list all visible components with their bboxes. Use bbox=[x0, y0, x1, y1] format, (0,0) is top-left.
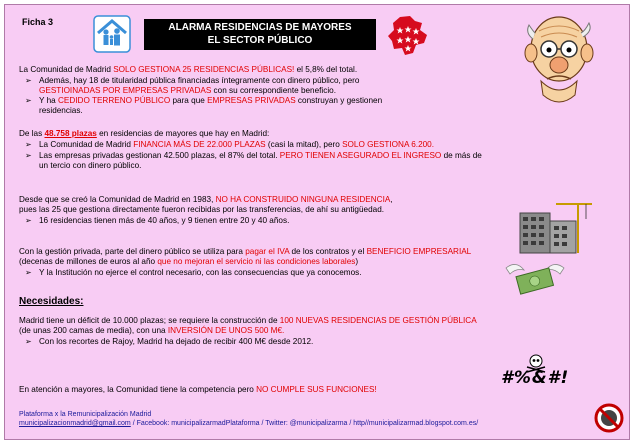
ficha-label: Ficha 3 bbox=[22, 17, 54, 27]
needs-bullet1: Con los recortes de Rajoy, Madrid ha dejado de recibir 400 M€ desde 2012. bbox=[39, 337, 314, 346]
p2-bullet1: La Comunidad de Madrid FINANCIA MÁS DE 22.000 PLAZAS (casi la mitad), pero SOLO GESTIONA 6.200. bbox=[39, 140, 435, 149]
bullet-arrow-icon: ➢ bbox=[25, 96, 32, 105]
bullet-arrow-icon: ➢ bbox=[25, 268, 32, 277]
family-house-icon bbox=[93, 15, 131, 53]
title-box bbox=[144, 19, 376, 50]
footer-contacts: municipalizacionmadrid@gmail.com / Facebook: municipalizarmadPlataforma / Twitter: @municipalizarma / http//municipalizarmad.blogspot.com.es/ bbox=[19, 420, 479, 427]
bullet-arrow-icon: ➢ bbox=[25, 140, 32, 149]
madrid-map-flag-icon bbox=[386, 15, 430, 57]
p3-line1: Desde que se creó la Comunidad de Madrid en 1983, NO HA CONSTRUIDO NINGUNA RESIDENCIA, bbox=[19, 195, 393, 204]
info-card bbox=[4, 4, 630, 440]
old-man-illustration bbox=[517, 11, 599, 111]
flying-money-icon bbox=[502, 258, 568, 302]
p4-line2: (decenas de millones de euros al año que no mejoran el servicio ni las condiciones laborales) bbox=[19, 257, 359, 266]
skull-cursing-icon bbox=[501, 353, 571, 389]
p2-bullet2-l1: Las empresas privadas gestionan 42.500 plazas, el 87% del total. PERO TIENEN ASEGURADO EL INGRESO de más de bbox=[39, 151, 482, 160]
needs-line2: (de unas 200 camas de media), con una INVERSIÓN DE UNOS 500 M€. bbox=[19, 326, 285, 335]
p1-bullet2-l2: residencias. bbox=[39, 106, 83, 115]
footer-org: Plataforma x la Remunicipalización Madrid bbox=[19, 411, 152, 418]
p1-bullet2-l1: Y ha CEDIDO TERRENO PÚBLICO para que EMPRESAS PRIVADAS construyan y gestionen bbox=[39, 96, 383, 105]
p1-bullet1-l2: GESTIOINADAS POR EMPRESAS PRIVADAS con su correspondiente beneficio. bbox=[39, 86, 336, 95]
needs-heading: Necesidades: bbox=[19, 296, 84, 307]
p3-line2: pues las 25 que gestiona directamente fueron recibidas por las transferencias, de ahí su antigüedad. bbox=[19, 205, 385, 214]
title-line-2: EL SECTOR PÚBLICO bbox=[207, 35, 313, 46]
needs-line1: Madrid tiene un déficit de 10.000 plazas; se requiere la construcción de 100 NUEVAS RESIDENCIAS DE GESTIÓN PÚBLICA bbox=[19, 316, 477, 325]
bullet-arrow-icon: ➢ bbox=[25, 151, 32, 160]
footer-email-link[interactable]: municipalizacionmadrid@gmail.com bbox=[19, 420, 131, 427]
title-line-1: ALARMA RESIDENCIAS DE MAYORES bbox=[168, 22, 352, 33]
bullet-arrow-icon: ➢ bbox=[25, 216, 32, 225]
p1-bullet1-l1: Además, hay 18 de titularidad pública financiadas íntegramente con dinero público, pero bbox=[39, 76, 360, 85]
p1-line: La Comunidad de Madrid SOLO GESTIONA 25 RESIDENCIAS PÚBLICAS! el 5,8% del total. bbox=[19, 65, 358, 74]
curse-symbols: #%&#! bbox=[501, 368, 570, 388]
p2-bullet2-l2: un tercio con dinero público. bbox=[39, 161, 142, 170]
bullet-arrow-icon: ➢ bbox=[25, 337, 32, 346]
p4-line1: Con la gestión privada, parte del dinero público se utiliza para pagar el IVA de los contratos y el BENEFICIO EMPRESARIAL bbox=[19, 247, 472, 256]
bullet-arrow-icon: ➢ bbox=[25, 76, 32, 85]
closing-line: En atención a mayores, la Comunidad tiene la competencia pero NO CUMPLE SUS FUNCIONES! bbox=[19, 385, 377, 394]
p3-bullet1: 16 residencias tienen más de 40 años, y 9 tienen entre 20 y 40 años. bbox=[39, 216, 290, 225]
building-construction-illustration bbox=[516, 199, 594, 255]
no-privatization-logo bbox=[594, 403, 624, 433]
p4-bullet1: Y la Institución no ejerce el control necesario, con las consecuencias que ya conocemos. bbox=[39, 268, 362, 277]
p2-line: De las 48.758 plazas en residencias de mayores que hay en Madrid: bbox=[19, 129, 270, 138]
